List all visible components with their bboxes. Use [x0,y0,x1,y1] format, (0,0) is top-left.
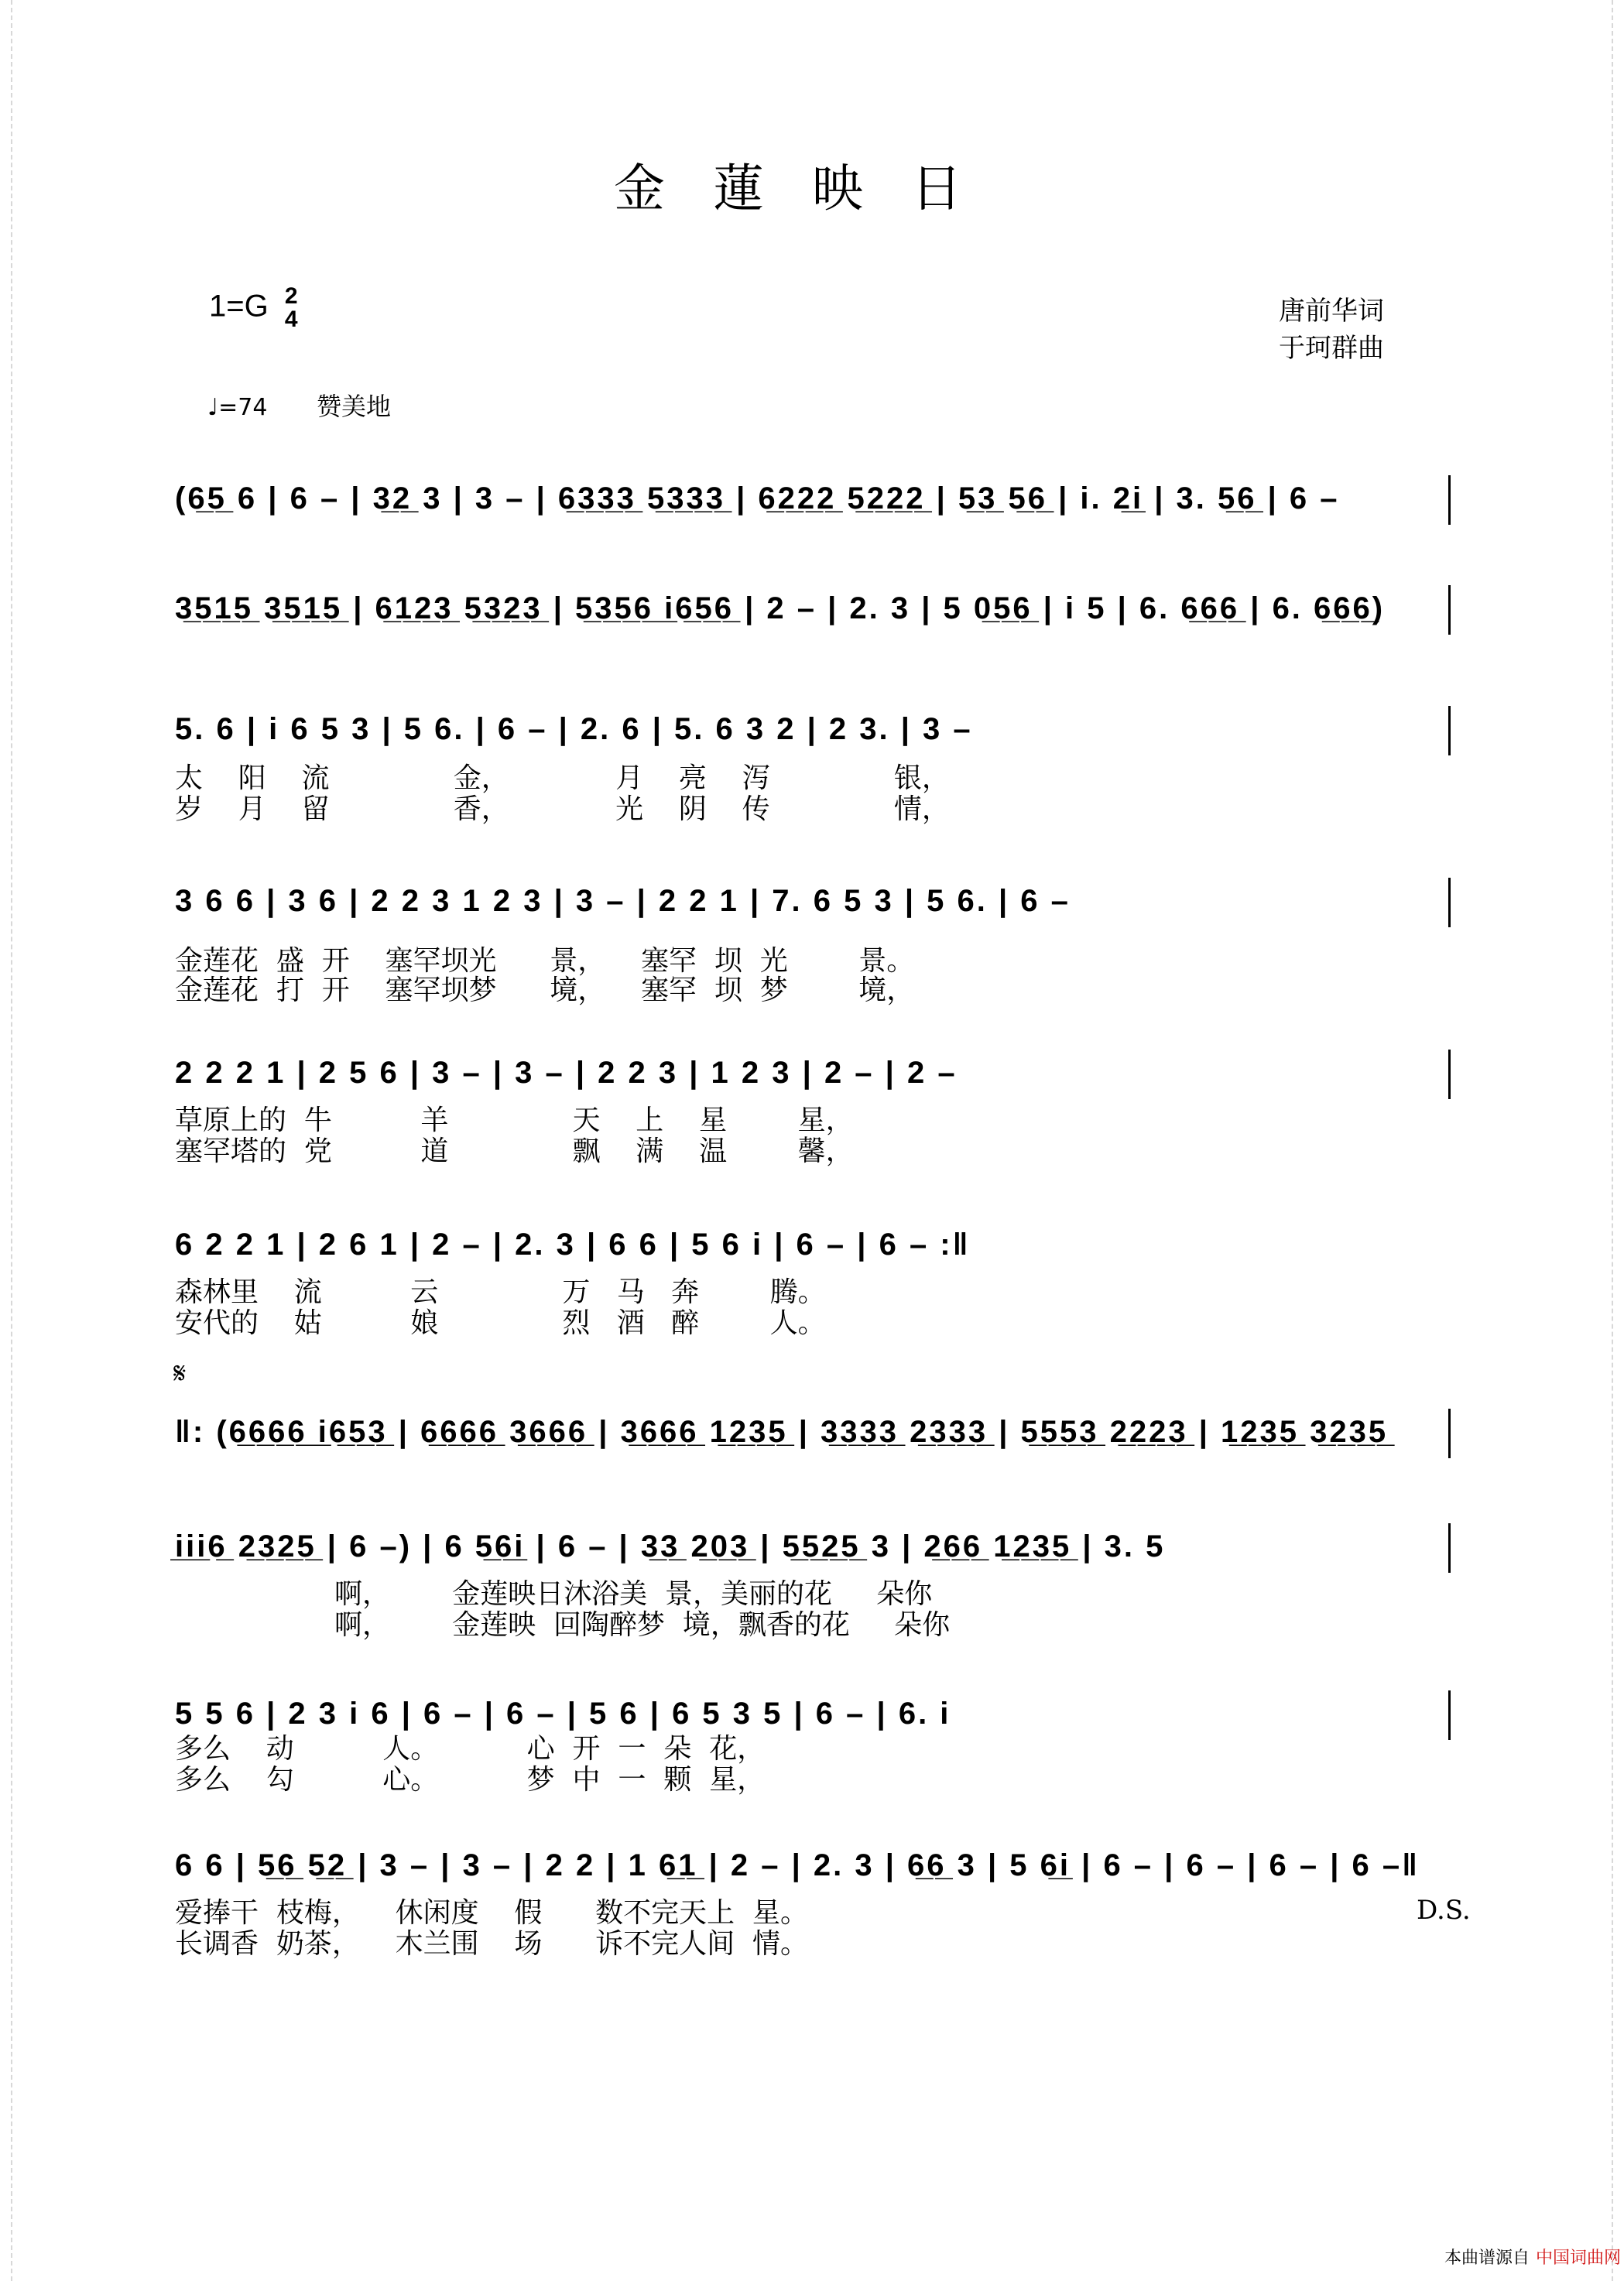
lyrics-line: 多么 动 人。 心 开 一 朵 花， [175,1733,766,1765]
right-margin-strip [1612,0,1624,2281]
lyrics-line: 金莲花 盛 开 塞罕坝光 景， 塞罕 坝 光 景。 [175,945,915,977]
time-signature [285,285,298,331]
bar-line [1448,706,1451,755]
bar-line [1448,1523,1451,1573]
bar-line [1448,1050,1451,1099]
notes: 2 2 2 1 | 2 5 6 | 3 – | 3 – | 2 2 3 | 1 2 3 | 2 – | 2 – [175,1056,958,1090]
lyricist: 唐前华词 [1279,296,1384,327]
notes: 3 6 6 | 3 6 | 2 2 3 1 2 3 | 3 – | 2 2 1 | 7. 6 5 3 | 5 6. | 6 – [175,884,1071,918]
time-signature-bottom: 4 [284,307,298,332]
lyrics-line: 森林里 流 云 万 马 奔 腾。 [175,1276,826,1308]
source-site-link[interactable]: 中国词曲网 [1536,2248,1622,2268]
lyrics-line: 爱捧干 枝梅， 休闲度 假 数不完天上 星。 [175,1897,808,1929]
key-text: 1=G [209,289,269,324]
staff-line [175,585,1451,655]
tempo-marking [207,387,391,423]
notes: 6 6 | 5̲6̲ 5̲2̲ | 3 – | 3 – | 2 2 | 1 6̲1̲ | 2 – | 2. 3 | 6̲6̲ 3 | 5 6̲i̲ | 6 – | 6 – | 6 – | 6 –‖ [175,1848,1420,1882]
time-signature-top: 2 [284,283,298,309]
lyrics-line: 长调香 奶茶， 木兰围 场 诉不完人间 情。 [175,1928,808,1960]
notes: i̲i̲i̲6̲ 2̲3̲2̲5̲ | 6 –) | 6 5̲6̲i̲ | 6 – | 3̲3̲ 2̲0̲3̲ | 5̲5̲2̲5̲ 3 | 2̲6̲6̲ 1̲2̲3̲5̲ | 3. 5 [175,1529,1166,1563]
lyrics-line: 草原上的 牛 羊 天 上 星 星， [175,1105,854,1136]
lyrics-line: 多么 勾 心。 梦 中 一 颗 星， [175,1764,766,1796]
notes: ‖: (6̲6̲6̲6̲ i̲6̲5̲3̲ | 6̲6̲6̲6̲ 3̲6̲6̲6̲ | 3̲6̲6̲6̲ 1̲2̲3̲5̲ | 3̲3̲3̲3̲ 2̲3̲3̲3̲ | 5̲5̲5̲3̲ 2̲2̲2̲3̲ | 1̲2̲3̲5̲ 3̲2̲3̲5̲ [175,1415,1389,1449]
lyrics-line: 啊， 金莲映 回陶醉梦 境，飘香的花 朵你 [175,1609,951,1641]
key-signature [209,285,298,331]
source-footer [1444,2245,1621,2269]
notes: 6 2 2 1 | 2 6 1 | 2 – | 2. 3 | 6 6 | 5 6 i | 6 – | 6 – :‖ [175,1228,971,1262]
lyrics-line: 安代的 姑 娘 烈 酒 醉 人。 [175,1307,826,1339]
bar-line [1448,878,1451,927]
bar-line [1448,1409,1451,1458]
song-title: 金蓮映日 [614,159,1010,218]
lyrics-line: 金莲花 打 开 塞罕坝梦 境， 塞罕 坝 梦 境， [175,974,915,1006]
staff-line [175,475,1451,545]
notes: 5 5 6 | 2 3 i 6 | 6 – | 6 – | 5 6 | 6 5 3 5 | 6 – | 6. i [175,1697,951,1731]
lyrics-line: 岁 月 留 香， 光 阴 传 情， [175,793,950,825]
staff-line [175,878,1451,947]
left-margin-strip [0,0,12,2281]
credits [1279,293,1384,367]
tempo-mark: ♩=74 [207,394,268,421]
expression-mark: 赞美地 [317,392,392,421]
notes: (6̲5̲ 6 | 6 – | 3̲2̲ 3 | 3 – | 6̲3̲3̲3̲ 5̲3̲3̲3̲ | 6̲2̲2̲2̲ 5̲2̲2̲2̲ | 5̲3̲ 5̲6̲ | i. 2̲i̲ | 3. 5̲6̲ | 6 – [175,481,1340,515]
notes: 3̲5̲1̲5̲ 3̲5̲1̲5̲ | 6̲1̲2̲3̲ 5̲3̲2̲3̲ | 5̲3̲5̲6̲ i̲6̲5̲6̲ | 2 – | 2. 3 | 5 0̲5̲6̲ | i 5 | 6. 6̲6̲6̲ | 6. 6̲6̲6̲) [175,591,1386,625]
segno-sign: 𝄋 [173,1356,187,1390]
ds-mark: D.S. [1417,1895,1471,1926]
composer: 于珂群曲 [1279,333,1384,364]
lyrics-line: 塞罕塔的 党 道 飘 满 温 馨， [175,1135,854,1167]
lyrics-line: 太 阳 流 金， 月 亮 泻 银， [175,762,950,794]
lyrics-line: 啊， 金莲映日沐浴美 景，美丽的花 朵你 [175,1578,933,1610]
notes: 5. 6 | i 6 5 3 | 5 6. | 6 – | 2. 6 | 5. 6 3 2 | 2 3. | 3 – [175,712,973,746]
bar-line [1448,475,1451,525]
staff-line [175,1409,1451,1478]
bar-line [1448,585,1451,635]
source-text: 本曲谱源自 [1444,2248,1530,2268]
